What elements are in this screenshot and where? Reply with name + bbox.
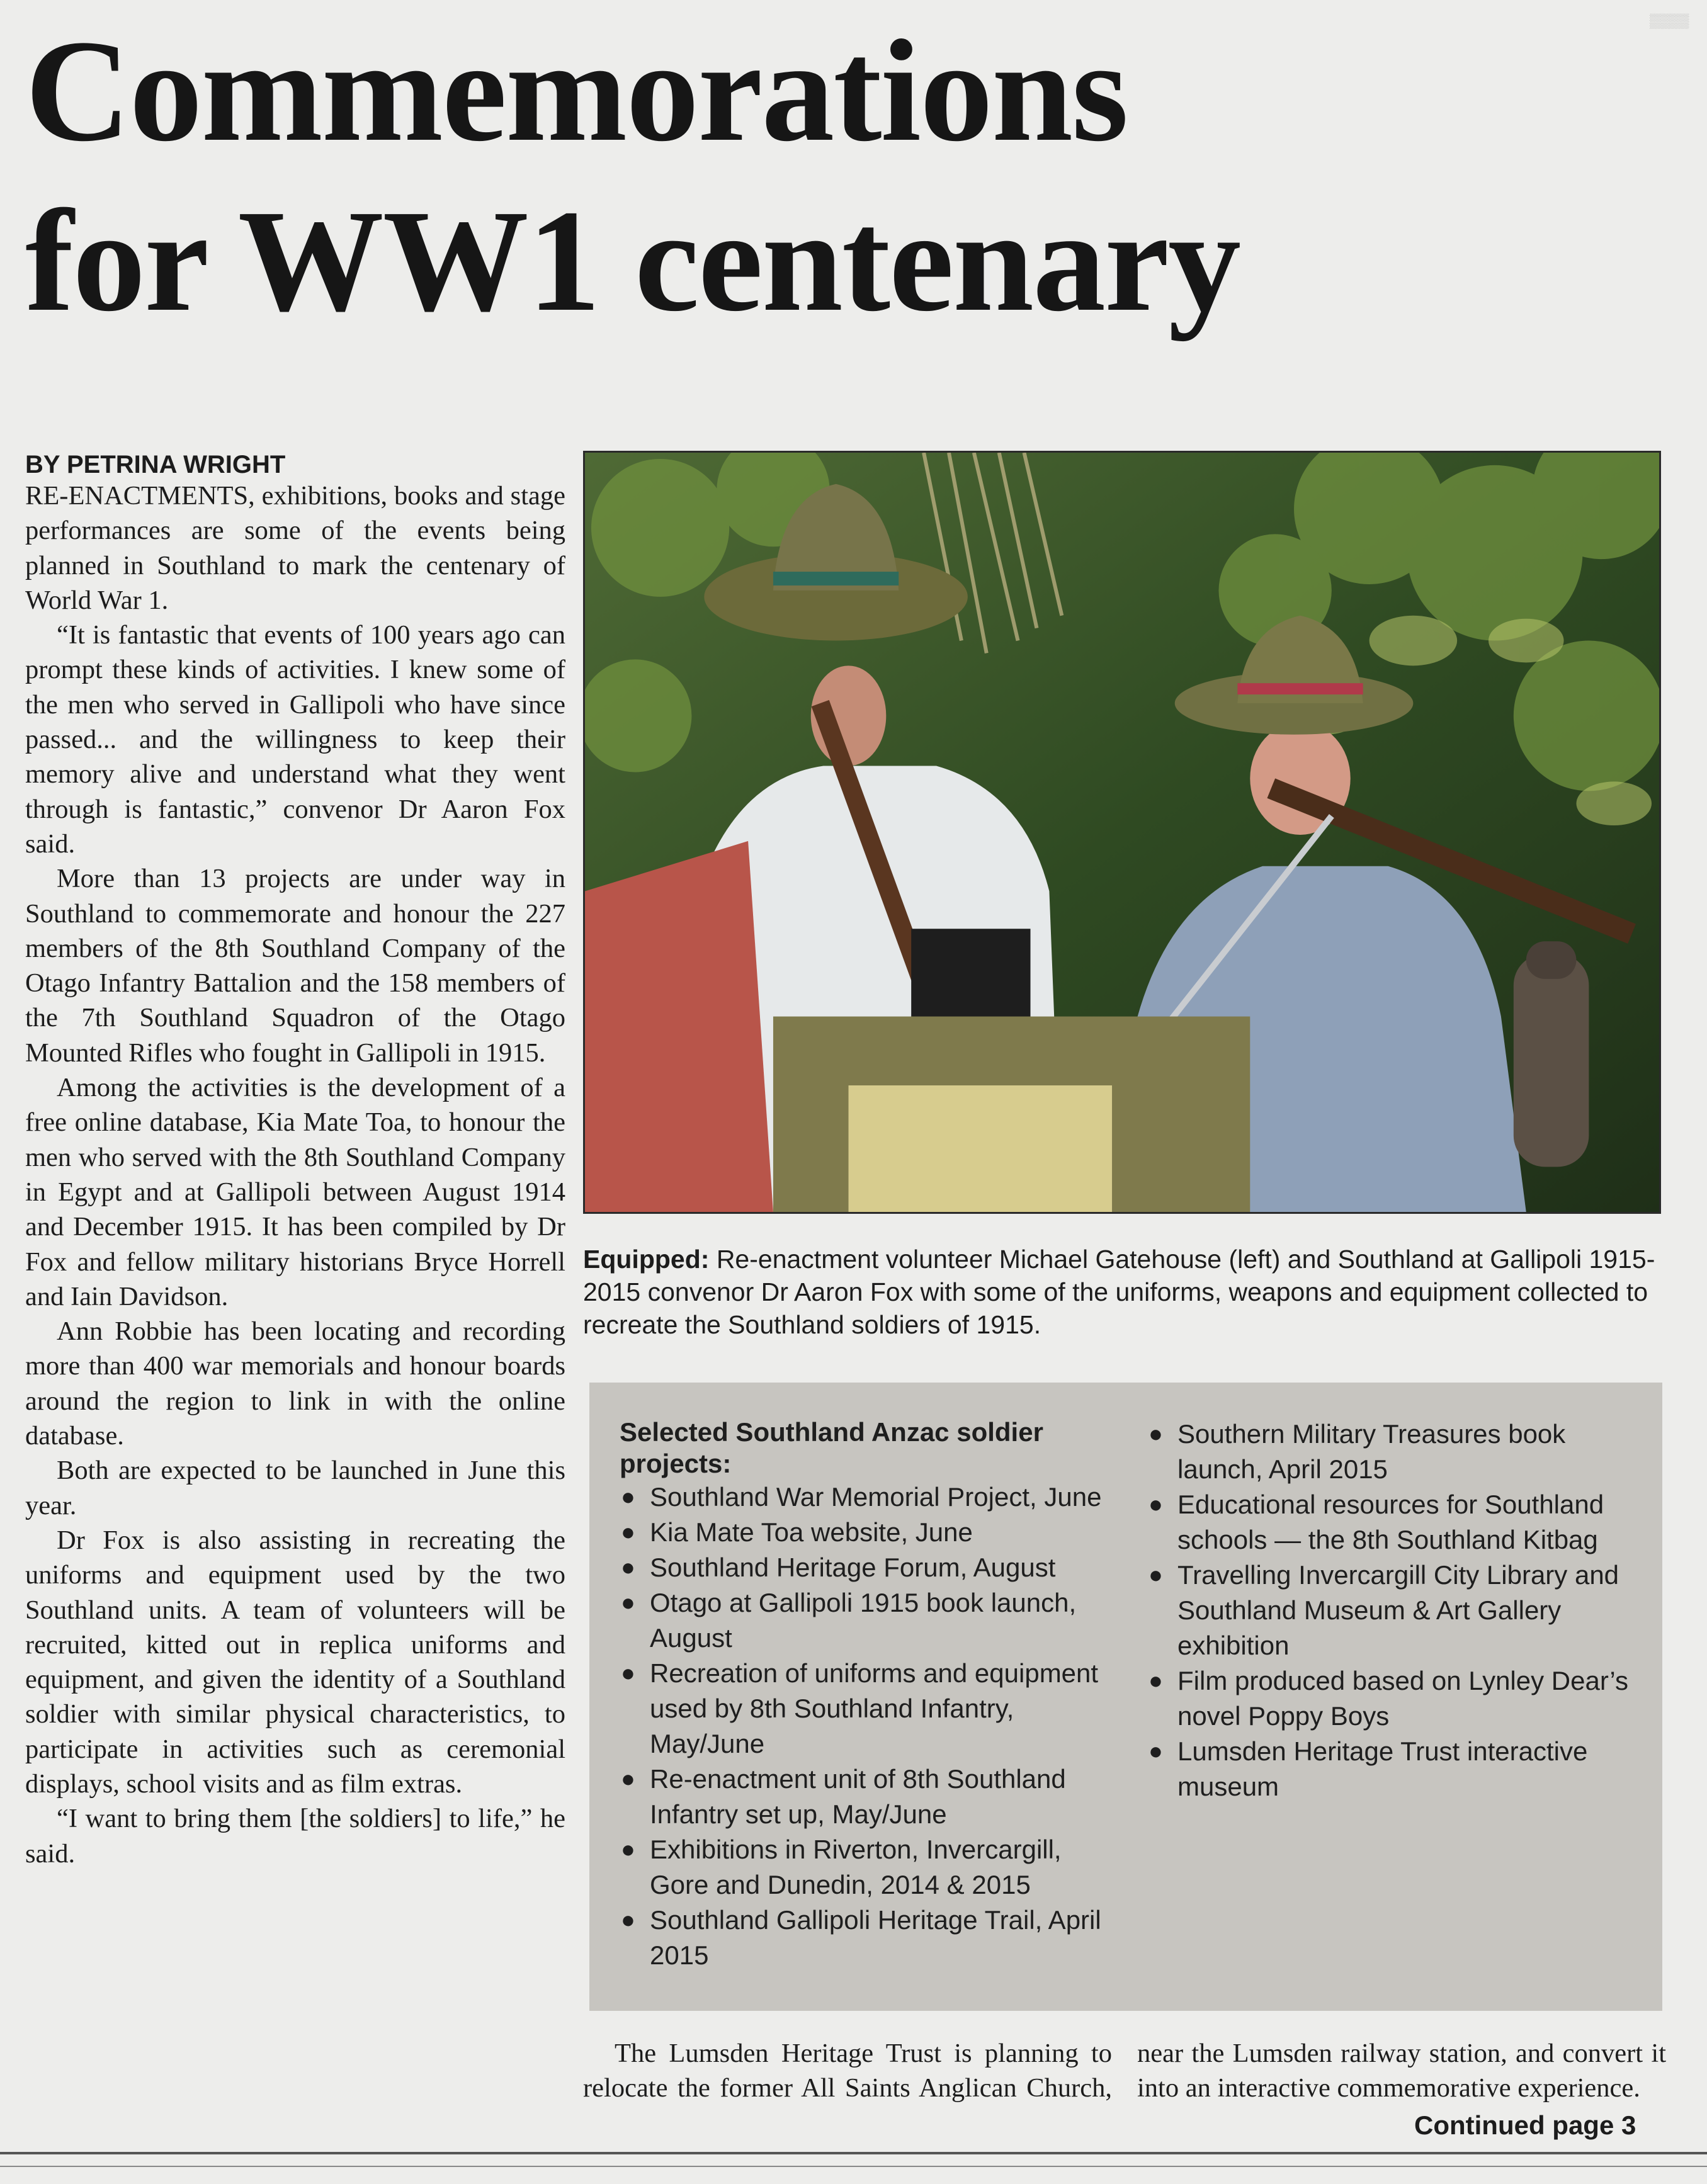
headline-line-1: Commemorations — [25, 10, 1128, 172]
paragraph: “It is fantastic that events of 100 years ago can prompt these kinds of activities. I knew some of the men who served in Gallipoli who have since passed... and the willingness to keep their memory alive and understand what they went through is fantastic,” convenor Dr Aaron Fox said. — [25, 620, 565, 859]
list-item: ● Kia Mate Toa website, June — [620, 1515, 1112, 1550]
photo-illustration — [585, 453, 1659, 1212]
headline — [25, 6, 1687, 346]
headline-line-2: for WW1 centenary — [25, 180, 1240, 342]
project-list — [620, 1417, 1640, 2002]
paragraph: More than 13 projects are under way in Southland to commemorate and honour the 227 members of the 8th Southland Company of the Otago Infantry Battalion and the 158 members of the 7th Southland Squadron of the Otago Mounted Rifles who fought in Gallipoli in 1915. — [25, 864, 565, 1068]
list-item: ● Re-enactment unit of 8th Southland Infantry set up, May/June — [620, 1762, 1112, 1832]
list-item: ● Southland Gallipoli Heritage Trail, April 2015 — [620, 1903, 1112, 1973]
news-photo — [583, 451, 1661, 1214]
paragraph: Among the activities is the development of a free online database, Kia Mate Toa, to honour the men who served with the 8th Southland Company in Egypt and at Gallipoli between August 1914 and December 1915. It has been compiled by Dr Fox and fellow military historians Bryce Horrell and Iain Davidson. — [25, 1073, 565, 1311]
page-rule — [0, 2152, 1707, 2154]
paragraph: The Lumsden Heritage Trust is planning to relocate the former All Saints Anglican Church, near the Lumsden railway station, and convert it into an interactive commemorative experience. — [583, 2039, 1666, 2103]
list-item: ● Southern Military Treasures book launch, April 2015 — [1147, 1417, 1640, 1487]
list-item: ● Otago at Gallipoli 1915 book launch, August — [620, 1585, 1112, 1656]
byline: BY PETRINA WRIGHT — [25, 451, 286, 478]
sidebar-content — [620, 1417, 1640, 2002]
page-rule — [0, 2166, 1707, 2167]
paragraph: Both are expected to be launched in June this year. — [25, 1456, 565, 1520]
list-item: ● Recreation of uniforms and equipment used by 8th Southland Infantry, May/June — [620, 1656, 1112, 1762]
sidebar-title: Selected Southland Anzac soldier projects: — [620, 1417, 1043, 1478]
paragraph: Dr Fox is also assisting in recreating the uniforms and equipment used by the two Southland units. A team of volunteers will be recruited, kitted out in replica uniforms and equipment, and given the identity of a Southland soldier with similar physical characteristics, to participate in activities such as ceremonial displays, school visits and as film extras. — [25, 1525, 565, 1799]
list-item: ● Lumsden Heritage Trust interactive museum — [1147, 1734, 1640, 1804]
caption-lead: Equipped: — [583, 1245, 710, 1274]
list-item: ● Film produced based on Lynley Dear’s novel Poppy Boys — [1147, 1663, 1640, 1734]
page-bleed: ▒▒▒▒ — [1650, 13, 1689, 28]
sidebar-panel — [589, 1383, 1662, 2011]
list-item: ● Educational resources for Southland schools — the 8th Southland Kitbag — [1147, 1487, 1640, 1558]
paragraph: Ann Robbie has been locating and recording more than 400 war memorials and honour boards around the region to link in with the online database. — [25, 1316, 565, 1451]
article-body — [25, 478, 565, 1871]
list-item: ● Southland War Memorial Project, June — [620, 1480, 1112, 1515]
list-item: ● Southland Heritage Forum, August — [620, 1550, 1112, 1585]
list-item: ● Travelling Invercargill City Library and Southland Museum & Art Gallery exhibition — [1147, 1558, 1640, 1663]
paragraph: “I want to bring them [the soldiers] to life,” he said. — [25, 1804, 565, 1869]
photo-caption — [583, 1243, 1666, 1341]
caption-text: Re-enactment volunteer Michael Gatehouse (left) and Southland at Gallipoli 1915-2015 convenor Dr Aaron Fox with some of the uniforms, weapons and equipment collected to recreate the Southland soldiers of 1915. — [583, 1245, 1655, 1339]
paragraph: RE-ENACTMENTS, exhibitions, books and stage performances are some of the events being planned in Southland to mark the centenary of World War 1. — [25, 481, 565, 615]
continued-marker: Continued page 3 — [1414, 2110, 1636, 2140]
list-item: ● Exhibitions in Riverton, Invercargill, Gore and Dunedin, 2014 & 2015 — [620, 1832, 1112, 1903]
